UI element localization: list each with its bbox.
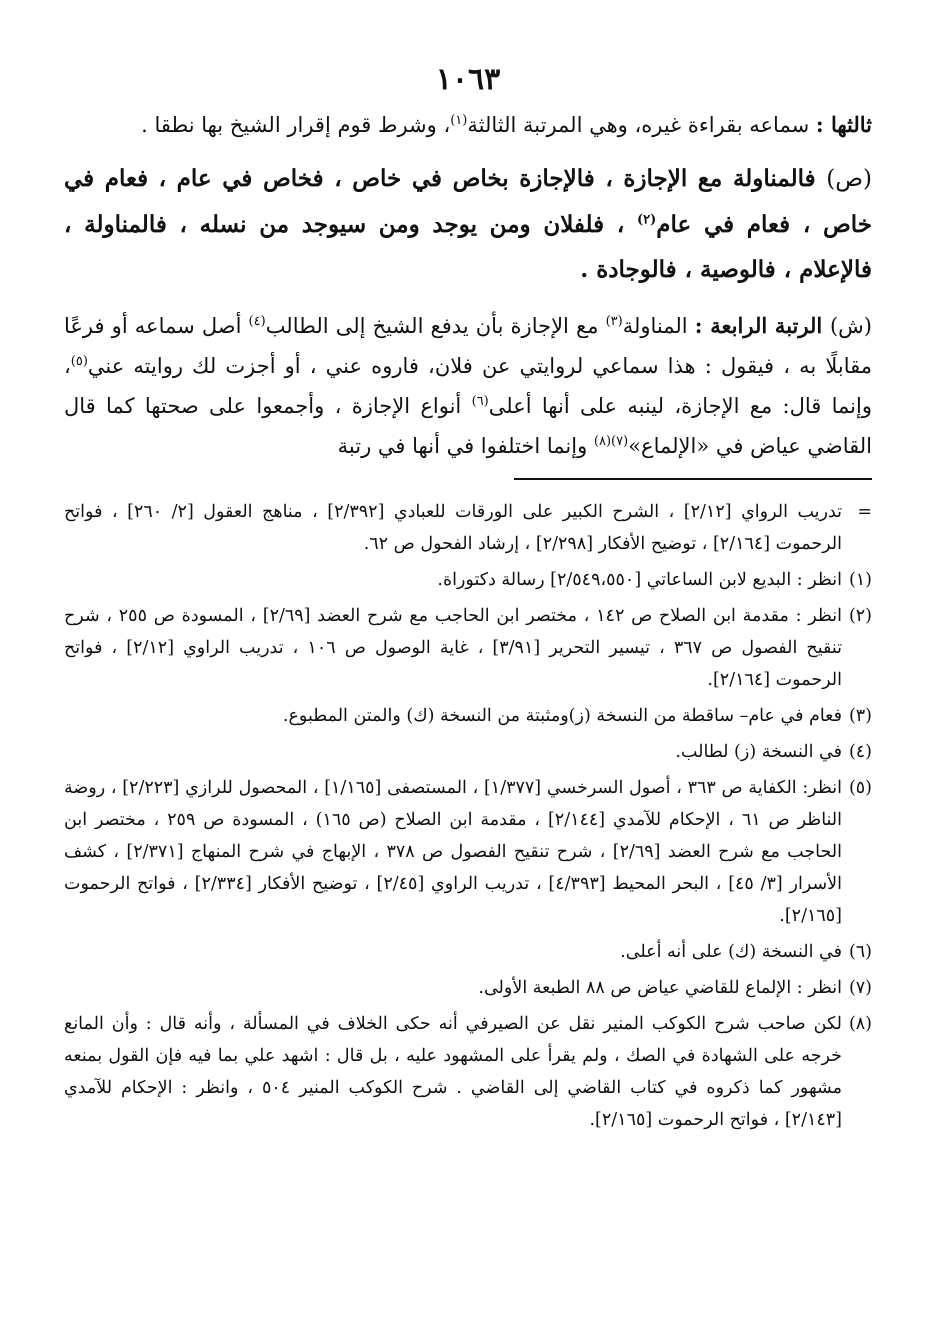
footnote-item	[64, 600, 872, 696]
footnote-mark: (٣)	[848, 706, 872, 726]
footnote-text: فعام في عام– ساقطة من النسخة (ز)ومثبتة من النسخة (ك) والمتن المطبوع.	[282, 706, 842, 726]
footnote-mark: (٢)	[848, 606, 872, 626]
matn-text: ، فلفلان ومن يوجد ومن سيوجد من نسله ، فالمناولة ، فالإعلام ، فالوصية ، فالوجادة .	[64, 211, 872, 283]
sharh-marker: (ش)	[829, 314, 872, 338]
footnote-item	[64, 736, 872, 768]
footnote-text: لكن صاحب شرح الكوكب المنير نقل عن الصيرفي أنه حكى الخلاف في المسألة ، وأنه قال : وأن المانع خرجه على الشهادة في الصك ، ولم يقرأ على المشهود عليه ، بل قال : اشهد علي بما فيه فإن القول بمنعه مشهور كما ذكروه في كتاب القاضي إلى القاضي . شرح الكوكب المنير ٥٠٤ ، وانظر : الإحكام للآمدي [٢/١٤٣] ، فواتح الرحموت [٢/١٦٥].	[64, 1014, 842, 1130]
footnote-ref: (١)	[450, 113, 468, 128]
footnote-mark: =	[857, 502, 872, 522]
footnote-ref: (٦)	[471, 394, 489, 409]
sharh-text: أصل سماعه أو فرعًا مقابلًا به ، فيقول : هذا سماعي لروايتي عن فلان، فاروه عني ، أو أجزت لك روايته عني	[64, 314, 872, 378]
footnote-item	[64, 564, 872, 596]
matn-marker: (ص)	[826, 166, 872, 192]
paragraph-sharh	[64, 306, 872, 466]
footnote-mark: (٦)	[848, 942, 872, 962]
footnote-text: تدريب الرواي [٢/١٢] ، الشرح الكبير على الورقات للعبادي [٢/٣٩٢] ، مناهج العقول [٢/ ٢٦٠] ، فواتح الرحموت [٢/١٦٤] ، توضيح الأفكار [٢/٢٩٨] ، إرشاد الفحول ص ٦٢.	[64, 502, 843, 554]
footnote-divider	[514, 478, 872, 480]
footnote-item	[64, 936, 872, 968]
footnote-text: انظر : الإلماع للقاضي عياض ص ٨٨ الطبعة الأولى.	[478, 978, 842, 998]
page-number: ١٠٦٣	[435, 62, 501, 97]
paragraph-text: ، وشرط قوم إقرار الشيخ بها نطقا .	[141, 113, 451, 137]
footnote-mark: (٥)	[848, 778, 872, 798]
third-rank-label: ثالثها :	[815, 112, 872, 137]
footnote-mark: (٧)	[848, 978, 872, 998]
matn-text: فالمناولة مع الإجازة ، فالإجازة بخاص في خاص ، فخاص في عام ، فعام في خاص ، فعام في عام	[64, 165, 872, 238]
fourth-rank-label: الرتبة الرابعة :	[694, 313, 830, 338]
paragraph-text: سماعه بقراءة غيره، وهي المرتبة الثالثة	[467, 113, 816, 137]
footnote-mark: (٨)	[848, 1014, 872, 1034]
footnote-text: في النسخة (ك) على أنه أعلى.	[620, 942, 842, 962]
footnote-item	[64, 972, 872, 1004]
footnote-mark: (١)	[848, 570, 872, 590]
footnote-item	[64, 772, 872, 932]
footnote-ref: (٤)	[248, 314, 266, 329]
paragraph-matn	[64, 156, 872, 292]
sharh-text: وإنما اختلفوا في أنها في رتبة	[337, 434, 594, 458]
footnote-item	[64, 700, 872, 732]
footnote-item	[64, 1008, 872, 1136]
footnote-text: انظر : مقدمة ابن الصلاح ص ١٤٢ ، مختصر ابن الحاجب مع شرح العضد [٢/٦٩] ، المسودة ص ٢٥٥ ، شرح تنقيح الفصول ص ٣٦٧ ، تيسير التحرير [٣/٩١] ، غاية الوصول ص ١٠٦ ، تدريب الراوي [٢/١٢] ، فواتح الرحموت [٢/١٦٤].	[64, 606, 842, 690]
footnote-text: انظر: الكفاية ص ٣٦٣ ، أصول السرخسي [١/٣٧٧] ، المستصفى [١/١٦٥] ، المحصول للرازي [٢/٢٢٣] ، روضة الناظر ص ٦١ ، الإحكام للآمدي [٢/١٤٤] ، مقدمة ابن الصلاح (ص ١٦٥) ، المسودة ص ٢٥٩ ، مختصر ابن الحاجب مع شرح العضد [٢/٦٩] ، شرح تنقيح الفصول ص ٣٧٨ ، الإبهاج في شرح المنهاج [٢/٣٧١] ، كشف الأسرار [٣/ ٤٥] ، البحر المحيط [٤/٣٩٣] ، تدريب الراوي [٢/٤٥] ، توضيح الأفكار [٢/٣٣٤] ، فواتح الرحموت [٢/١٦٥].	[64, 778, 843, 926]
sharh-text: مع الإجازة بأن يدفع الشيخ إلى الطالب	[265, 314, 606, 338]
footnotes	[64, 496, 872, 1136]
footnote-ref: (٣)	[605, 314, 623, 329]
sharh-text: المناولة	[622, 314, 695, 338]
footnote-text: في النسخة (ز) لطالب.	[675, 742, 842, 762]
paragraph-third-rank	[64, 108, 872, 142]
footnote-ref: (٧)(٨)	[593, 434, 629, 449]
footnote-mark: (٤)	[848, 742, 872, 762]
footnote-ref: (٥)	[70, 354, 88, 369]
footnote-text: انظر : البديع لابن الساعاتي [٢/٥٤٩،٥٥٠] رسالة دكتوراة.	[437, 570, 842, 590]
sharh-text: ، وإنما قال: مع الإجازة، لينبه على أنها أعلى	[64, 354, 872, 418]
sharh-text: أنواع الإجازة ، وأجمعوا على صحتها كما قال القاضي عياض في «الإلماع»	[64, 394, 872, 458]
footnote-item	[64, 496, 872, 560]
footnote-ref: (٢)	[636, 212, 657, 228]
